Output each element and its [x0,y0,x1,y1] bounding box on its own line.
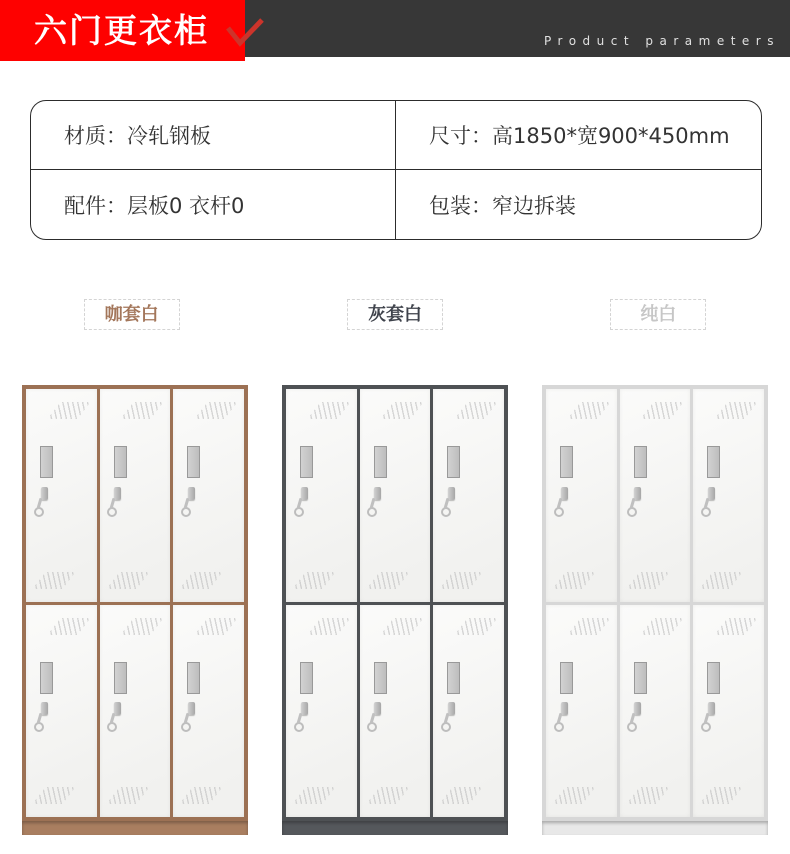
vent-grille-icon [292,572,335,589]
vent-grille-icon [552,572,595,589]
checkmark-icon [224,16,266,50]
vent-grille-icon [440,787,483,804]
variant-label-pure-white[interactable]: 纯白 [610,299,706,330]
vent-grille-icon [626,572,669,589]
product-images [22,385,768,835]
variant-col-coffee [0,299,263,330]
locker-base [542,821,768,835]
vent-grille-icon [552,787,595,804]
locker-door [26,389,97,602]
variant-col-pure [527,299,790,330]
locker-door [100,389,171,602]
vent-grille-icon [454,402,497,419]
vent-grille-icon [47,618,90,635]
name-card-slot [374,662,387,694]
lock-with-key-icon [634,702,641,715]
vent-grille-icon [180,572,223,589]
lock-with-key-icon [374,702,381,715]
header [0,0,790,62]
product-parameters-label: Product parameters [544,34,780,48]
locker-base [282,821,508,835]
vent-grille-icon [440,572,483,589]
lock-with-key-icon [448,487,455,500]
vent-grille-icon [700,787,743,804]
locker-doors [542,385,768,821]
lock-with-key-icon [114,487,121,500]
locker-cabinet [22,385,248,835]
vent-grille-icon [381,618,424,635]
locker-cabinet [282,385,508,835]
locker-image-coffee-white [22,385,248,835]
vent-grille-icon [366,572,409,589]
locker-door [433,605,504,818]
name-card-slot [447,662,460,694]
locker-door [173,389,244,602]
lock-with-key-icon [41,702,48,715]
vent-grille-icon [121,402,164,419]
lock-with-key-icon [634,487,641,500]
name-card-slot [634,446,647,478]
lock-with-key-icon [301,702,308,715]
name-card-slot [114,662,127,694]
locker-door [620,389,691,602]
vent-grille-icon [292,787,335,804]
locker-doors [282,385,508,821]
vent-grille-icon [194,402,237,419]
locker-door [433,389,504,602]
spec-packaging: 包装：窄边拆装 [429,193,576,218]
locker-door [286,605,357,818]
vent-grille-icon [641,402,684,419]
product-title-block [0,0,245,61]
vent-grille-icon [121,618,164,635]
locker-door [360,389,431,602]
vent-grille-icon [454,618,497,635]
locker-door [360,605,431,818]
variant-col-gray [263,299,526,330]
spec-table [30,100,762,240]
locker-door [26,605,97,818]
vent-grille-icon [106,572,149,589]
name-card-slot [707,662,720,694]
locker-door [173,605,244,818]
vent-grille-icon [307,618,350,635]
name-card-slot [300,662,313,694]
locker-image-gray-white [282,385,508,835]
locker-door [546,389,617,602]
lock-with-key-icon [561,702,568,715]
lock-with-key-icon [188,702,195,715]
lock-with-key-icon [374,487,381,500]
lock-with-key-icon [188,487,195,500]
vent-grille-icon [194,618,237,635]
name-card-slot [187,446,200,478]
lock-with-key-icon [301,487,308,500]
lock-with-key-icon [114,702,121,715]
locker-door [620,605,691,818]
name-card-slot [374,446,387,478]
page-title: 六门更衣柜 [34,11,209,50]
lock-with-key-icon [41,487,48,500]
vent-grille-icon [32,787,75,804]
vent-grille-icon [381,402,424,419]
lock-with-key-icon [561,487,568,500]
name-card-slot [707,446,720,478]
locker-cabinet [542,385,768,835]
vent-grille-icon [32,572,75,589]
name-card-slot [634,662,647,694]
name-card-slot [560,662,573,694]
locker-doors [22,385,248,821]
vent-grille-icon [714,618,757,635]
locker-image-pure-white [542,385,768,835]
locker-door [546,605,617,818]
name-card-slot [40,446,53,478]
name-card-slot [447,446,460,478]
name-card-slot [40,662,53,694]
vent-grille-icon [106,787,149,804]
vent-grille-icon [366,787,409,804]
name-card-slot [114,446,127,478]
variant-labels [0,299,790,330]
vent-grille-icon [626,787,669,804]
locker-door [100,605,171,818]
vent-grille-icon [567,402,610,419]
spec-size: 尺寸：高1850*宽900*450mm [396,101,761,170]
vent-grille-icon [180,787,223,804]
locker-base [22,821,248,835]
variant-label-gray-white[interactable]: 灰套白 [347,299,443,330]
spec-material: 材质：冷轧钢板 [31,101,396,170]
lock-with-key-icon [708,487,715,500]
locker-door [693,605,764,818]
locker-door [286,389,357,602]
vent-grille-icon [47,402,90,419]
vent-grille-icon [714,402,757,419]
vent-grille-icon [641,618,684,635]
variant-label-coffee-white[interactable]: 咖套白 [84,299,180,330]
vent-grille-icon [307,402,350,419]
name-card-slot [300,446,313,478]
lock-with-key-icon [448,702,455,715]
name-card-slot [187,662,200,694]
vent-grille-icon [567,618,610,635]
name-card-slot [560,446,573,478]
spec-accessories: 配件：层板0 衣杆0 [31,170,396,239]
locker-door [693,389,764,602]
lock-with-key-icon [708,702,715,715]
vent-grille-icon [700,572,743,589]
